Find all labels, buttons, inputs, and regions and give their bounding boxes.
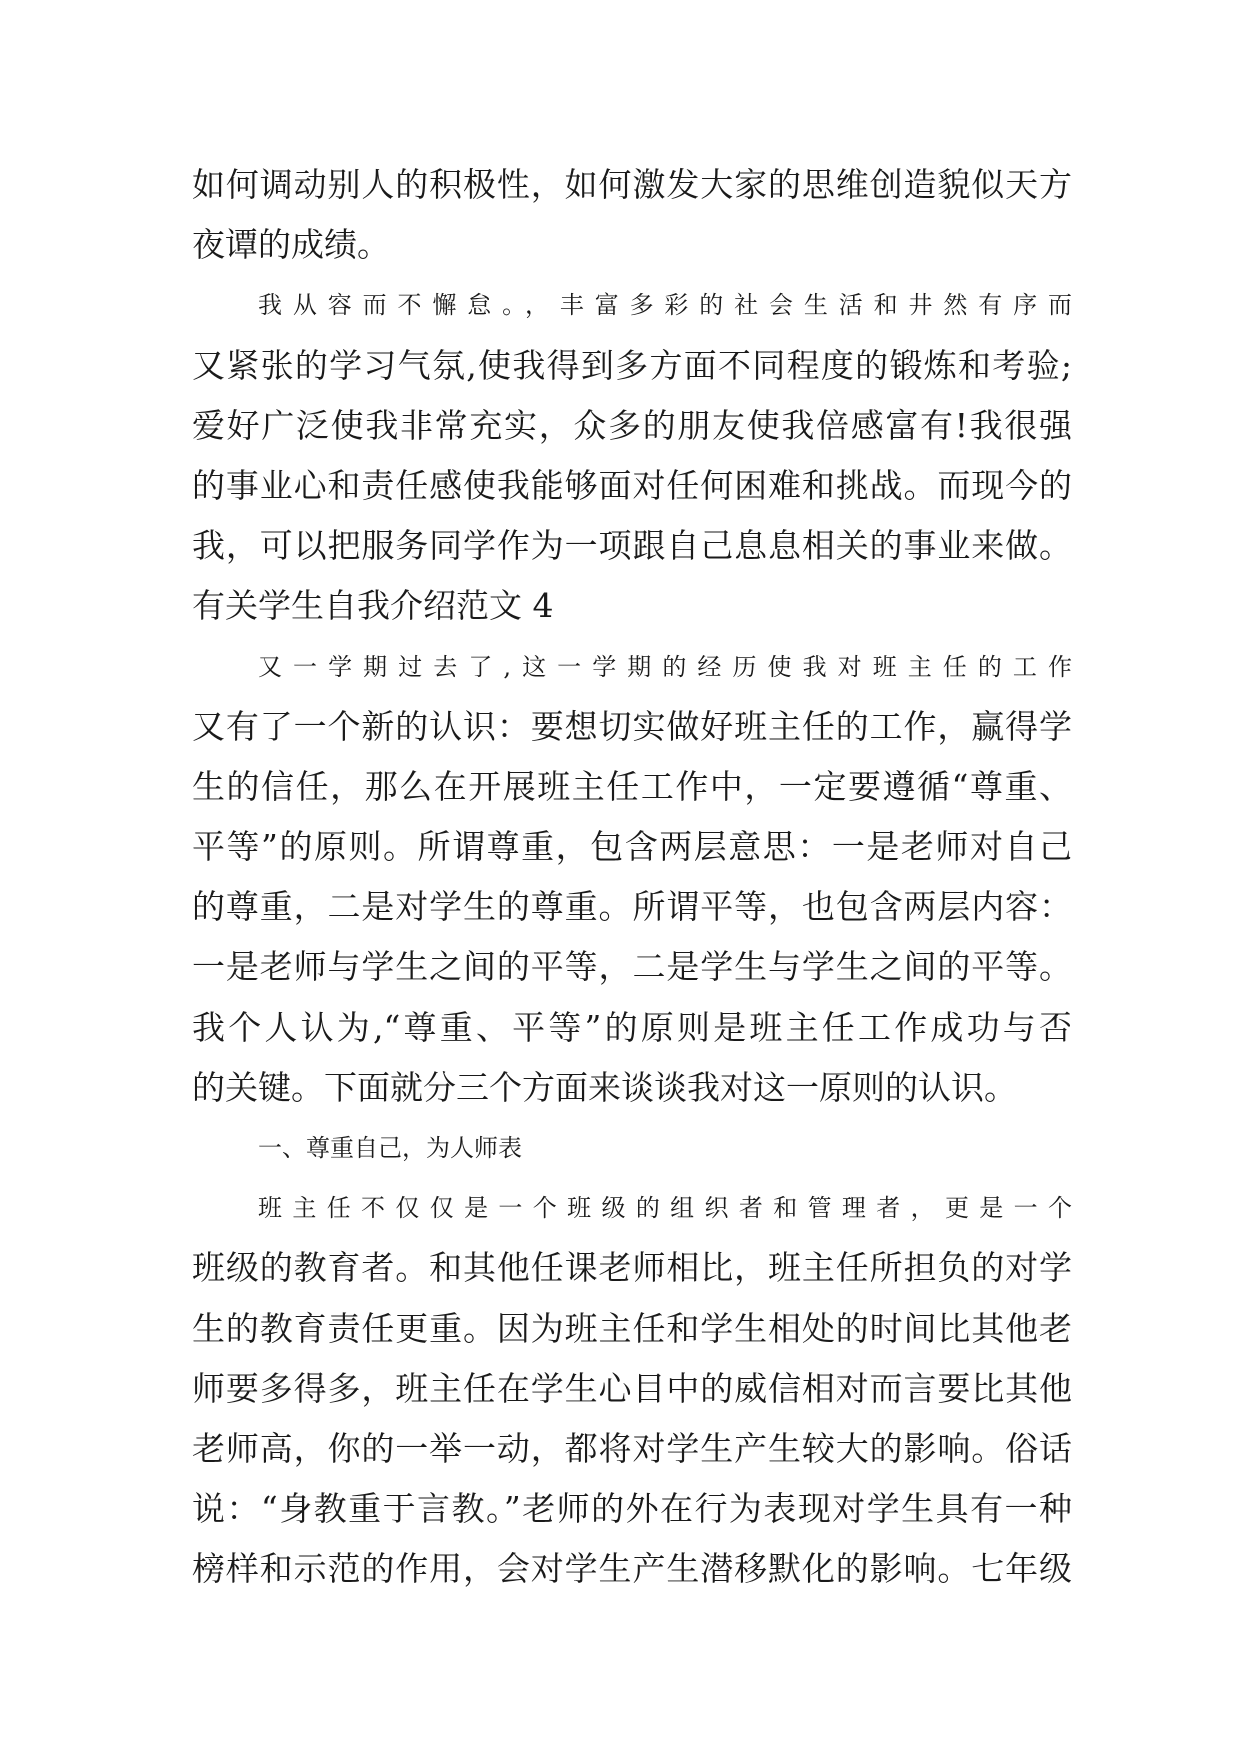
text-line: 榜样和示范的作用，会对学生产生潜移默化的影响。七年级 xyxy=(192,1549,1072,1589)
text-line: 爱好广泛使我非常充实，众多的朋友使我倍感富有!我很强 xyxy=(192,405,1072,445)
text-line: 如何调动别人的积极性，如何激发大家的思维创造貌似天方 xyxy=(192,165,1072,204)
text-line: 师要多得多，班主任在学生心目中的威信相对而言要比其他 xyxy=(192,1368,1072,1408)
text-line: 一是老师与学生之间的平等，二是学生与学生之间的平等。 xyxy=(192,947,1072,987)
document-body xyxy=(192,155,1072,1600)
text-line: 我从容而不懈怠。，丰富多彩的社会生活和井然有序而 xyxy=(258,291,1072,320)
text-line: 又紧张的学习气氛,使我得到多方面不同程度的锻炼和考验; xyxy=(192,345,1072,385)
text-line: 夜谭的成绩。 xyxy=(192,225,390,265)
text-line: 平等”的原则。所谓尊重，包含两层意思：一是老师对自己 xyxy=(192,827,1072,867)
text-line: 的关键。下面就分三个方面来谈谈我对这一原则的认识。 xyxy=(192,1067,1017,1107)
text-line: 班级的教育者。和其他任课老师相比，班主任所担负的对学 xyxy=(192,1248,1072,1288)
text-line: 的尊重，二是对学生的尊重。所谓平等，也包含两层内容： xyxy=(192,887,1072,927)
section-heading: 有关学生自我介绍范文 4 xyxy=(192,586,554,626)
text-line: 班主任不仅仅是一个班级的组织者和管理者，更是一个 xyxy=(258,1194,1072,1223)
text-line: 我，可以把服务同学作为一项跟自己息息相关的事业来做。 xyxy=(192,526,1072,566)
subsection-heading: 一、尊重自己，为人师表 xyxy=(258,1134,522,1162)
text-line: 我个人认为,“尊重、平等”的原则是班主任工作成功与否 xyxy=(192,1007,1072,1047)
text-line: 说：“身教重于言教。”老师的外在行为表现对学生具有一种 xyxy=(192,1489,1072,1529)
text-line: 生的信任，那么在开展班主任工作中，一定要遵循“尊重、 xyxy=(192,766,1072,806)
text-line: 又一学期过去了,这一学期的经历使我对班主任的工作 xyxy=(258,652,1072,681)
text-line: 生的教育责任更重。因为班主任和学生相处的时间比其他老 xyxy=(192,1308,1072,1348)
text-line: 又有了一个新的认识：要想切实做好班主任的工作，赢得学 xyxy=(192,706,1072,746)
text-line: 的事业心和责任感使我能够面对任何困难和挑战。而现今的 xyxy=(192,465,1072,505)
text-line: 老师高，你的一举一动，都将对学生产生较大的影响。俗话 xyxy=(192,1428,1072,1468)
